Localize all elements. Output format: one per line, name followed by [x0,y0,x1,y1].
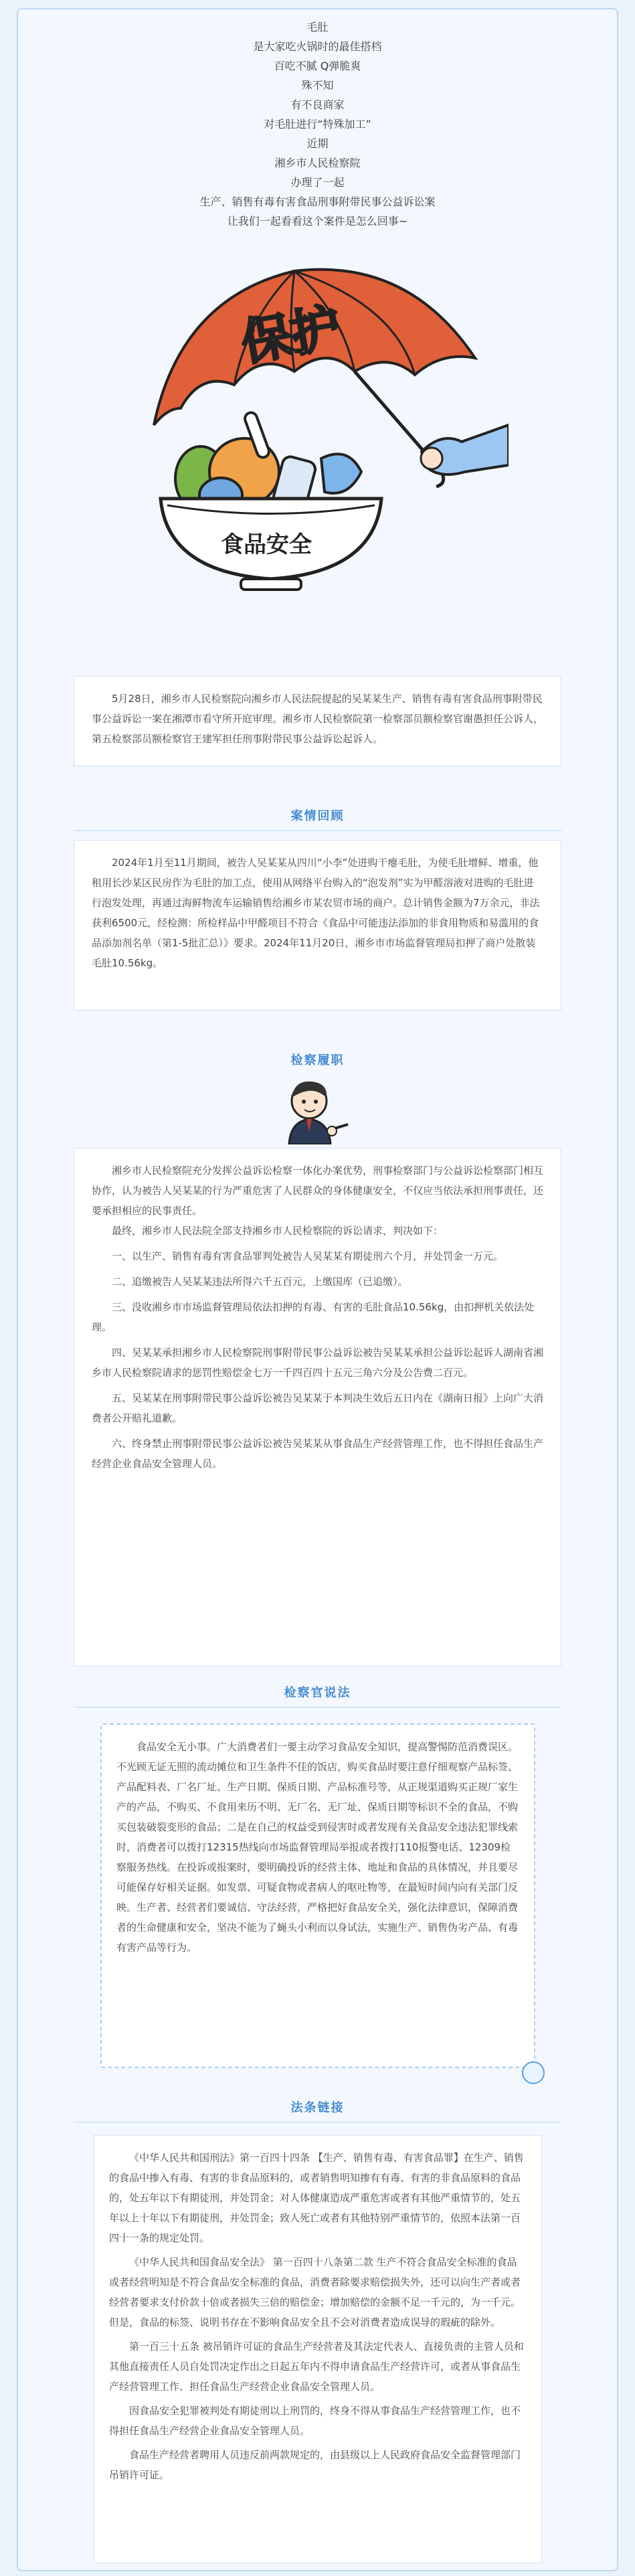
divider [74,2122,561,2123]
intro-line: 对毛肚进行“特殊加工” [264,118,371,131]
svg-text:保护: 保护 [237,298,345,373]
section-title-duty: 检察履职 [290,1053,345,1067]
intro-line: 近期 [306,137,329,150]
intro-line: 是大家吃火锅时的最佳搭档 [253,40,382,53]
duty-paragraph: 六、终身禁止刑事附带民事公益诉讼被告吴某某从事食品生产经营管理工作，也不得担任食品生产经营企业食品安全管理人员。 [92,1438,544,1470]
law-paragraph: 《中华人民共和国刑法》第一百四十四条 【生产、销售有毒、有害食品罪】在生产、销售的食品中掺入有毒、有害的非食品原料的，或者销售明知掺有有毒、有害的非食品原料的食品的，处五年以下有期徒刑，并处罚金；对人体健康造成严重危害或者有其他严重情节的，处五年以上十年以下有期徒刑，并处罚金；致人死亡或者有其他特别严重情节的，依照本法第一百四十一条的规定处罚。 [109,2152,524,2244]
law-paragraph: 因食品安全犯罪被判处有期徒刑以上刑罚的，终身不得从事食品生产经营管理工作，也不得担任食品生产经营企业食品安全管理人员。 [109,2405,521,2437]
prosecutor-card [100,1723,535,2068]
duty-paragraph: 三、没收湘乡市市场监督管理局依法扣押的有毒、有害的毛肚食品10.56kg，由扣押机关依法处理。 [92,1301,535,1333]
law-paragraph: 《中华人民共和国食品安全法》 第一百四十八条第二款 生产不符合食品安全标准的食品或者经营明知是不符合食品安全标准的食品，消费者除要求赔偿损失外，还可以向生产者或者经营者要求支付价款十倍或者损失三倍的赔偿金；增加赔偿的金额不足一千元的，为一千元。但是，食品的标签、说明书存在不影响食品安全且不会对消费者造成误导的瑕疵的除外。 [109,2256,521,2328]
prosecutor-text: 食品安全无小事。广大消费者们一要主动学习食品安全知识，提高警惕防范消费误区。不光顾无证无照的流动摊位和卫生条件不佳的饭店，购买食品时要注意仔细观察产品标签、产品配料表、厂名厂址、生产日期、保质日期、产品标准号等，从正规渠道购买正规厂家生产的产品，不购买、不食用来历不明、无厂名、无厂址、保质日期等标识不全的食品，不购买包装破裂变形的食品；二是在自己的权益受到侵害时或者发现有关食品安全违法犯罪线索时，消费者可以拨打12315热线向市场监督管理局举报或者拨打110报警电话、12309检察服务热线。在投诉或报案时，要明确投诉的经营主体、地址和食品的具体情况，并且要尽可能保存好相关证据。如发票、可疑食物或者病人的呕吐物等，在最短时间内向有关部门反映。生产者、经营者们要诚信、守法经营，严格把好食品安全关，强化法律意识，保障消费者的生命健康和安全，坚决不能为了蝇头小利而以身试法，实施生产、销售伪劣产品、有毒有害产品等行为。 [116,1741,519,1954]
duty-card [74,1148,561,1666]
intro-line: 让我们一起看看这个案件是怎么回事~ [227,215,408,228]
seal-icon [522,2061,545,2084]
intro-line: 百吃不腻 Q弹脆爽 [274,60,361,72]
summary-text: 5月28日，湘乡市人民检察院向湘乡市人民法院提起的吴某某生产、销售有毒有害食品刑事附带民事公益诉讼一案在湘潭市看守所开庭审理。湘乡市人民检察院第一检察部员额检察官谢愚担任公诉人，第五检察部员额检察官王建军担任刑事附带民事公益诉讼起诉人。 [92,693,544,745]
intro-line: 生产、销售有毒有害食品刑事附带民事公益诉讼案 [199,195,436,208]
case-review-text: 2024年1月至11月期间，被告人吴某某从四川“小李”处进购干瘪毛肚，为使毛肚增鲜、增重，他租用长沙某区民房作为毛肚的加工点，使用从网络平台购入的“泡发剂”实为甲醛溶液对进购的毛肚进行泡发处理，再通过海鲜物流车运输销售给湘乡市某农贸市场的商户。总计销售金额为7万余元，非法获利6500元，经检测：所检样品中甲醛项目不符合《食品中可能违法添加的非食用物质和易滥用的食品添加剂名单（第1-5批汇总）》要求。2024年11月20日，湘乡市市场监督管理局扣押了商户处散装毛肚10.56kg。 [92,857,540,969]
section-title-case-review: 案情回顾 [290,809,345,823]
food-safety-illustration [127,258,509,606]
divider [74,1707,561,1708]
intro-line: 湘乡市人民检察院 [274,157,361,169]
intro-text [0,17,635,231]
intro-line: 毛肚 [306,21,329,33]
duty-paragraph: 湘乡市人民检察院充分发挥公益诉讼检察一体化办案优势，刑事检察部门与公益诉讼检察部门相互协作，认为被告人吴某某的行为严重危害了人民群众的身体健康安全，不仅应当依法承担刑事责任，还要承担相应的民事责任。 [92,1165,544,1217]
svg-text:食品安全: 食品安全 [221,531,312,558]
case-review-card [74,840,561,1011]
divider [74,830,561,831]
intro-line: 有不良商家 [290,98,345,111]
duty-paragraph: 五、吴某某在刑事附带民事公益诉讼被告吴某某于本判决生效后五日内在《湖南日报》上向广大消费者公开赔礼道歉。 [92,1392,544,1424]
section-title-law: 法条链接 [290,2101,345,2115]
duty-paragraph: 二、追缴被告人吴某某违法所得六千五百元，上缴国库（已追缴）。 [112,1276,408,1288]
duty-paragraph: 一、以生产、销售有毒有害食品罪判处被告人吴某某有期徒刑六个月，并处罚金一万元。 [112,1250,504,1262]
law-paragraph: 第一百三十五条 被吊销许可证的食品生产经营者及其法定代表人、直接负责的主管人员和其他直接责任人员自处罚决定作出之日起五年内不得申请食品生产经营许可，或者从事食品生产经营管理工作、担任食品生产经营企业食品安全管理人员。 [109,2340,524,2393]
intro-line: 办理了一起 [290,176,345,189]
law-paragraph: 食品生产经营者聘用人员违反前两款规定的，由县级以上人民政府食品安全监督管理部门吊销许可证。 [109,2449,521,2481]
intro-line: 殊不知 [301,79,334,92]
summary-card [74,676,561,766]
duty-paragraph: 四、吴某某承担湘乡市人民检察院刑事附带民事公益诉讼被告吴某某承担公益诉讼起诉人湖南省湘乡市人民检察院请求的惩罚性赔偿金七万一千四百四十五元三角六分及公告费二百元。 [92,1347,544,1379]
prosecutor-avatar-icon [281,1078,355,1144]
duty-paragraph: 最终，湘乡市人民法院全部支持湘乡市人民检察院的诉讼请求，判决如下： [112,1225,444,1237]
section-title-prosecutor: 检察官说法 [284,1686,351,1700]
law-card [94,2135,542,2563]
